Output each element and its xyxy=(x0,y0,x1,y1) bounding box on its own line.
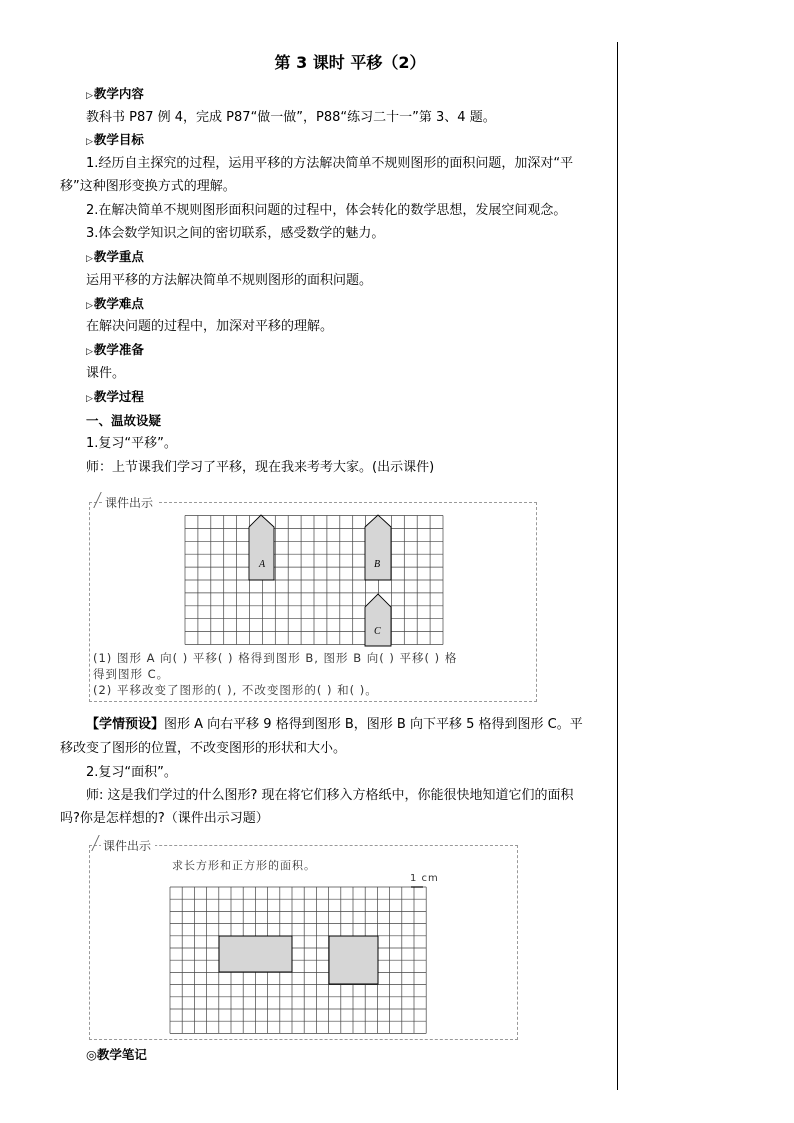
key-text: 运用平移的方法解决简单不规则图形的面积问题。 xyxy=(86,273,373,288)
section-process-head: ▷教学过程 xyxy=(86,389,144,404)
figure-2-caption: 求长方形和正方形的面积。 xyxy=(172,859,316,872)
teacher-line-2a: 师: 这是我们学过的什么图形? 现在将它们移入方格纸中，你能很快地知道它们的面积 xyxy=(86,788,574,803)
section-key-head: ▷教学重点 xyxy=(86,249,144,264)
goal-1-line-b: 移”这种图形变换方式的理解。 xyxy=(60,179,236,194)
triangle-marker-icon: ▷ xyxy=(86,91,93,101)
difficulty-text: 在解决问题的过程中，加深对平移的理解。 xyxy=(86,319,334,334)
triangle-marker-icon: ▷ xyxy=(86,347,93,357)
teacher-line-1: 师：上节课我们学习了平移，现在我来考考大家。(出示课件) xyxy=(86,460,435,475)
page-title: 第 3 课时 平移（2） xyxy=(274,53,426,72)
rectangle-shape xyxy=(219,936,292,972)
question-1-line-a: (1) 图形 A 向( ) 平移( ) 格得到图形 B, 图形 B 向( ) 平移( ) 格 xyxy=(93,651,458,665)
square-shape xyxy=(329,936,378,984)
section-difficulty-head: ▷教学难点 xyxy=(86,296,144,311)
presume-line-a: 【学情预设】图形 A 向右平移 9 格得到图形 B，图形 B 向下平移 5 格得到图形 C。平 xyxy=(86,717,583,732)
label-a: A xyxy=(259,559,266,570)
content-text: 教科书 P87 例 4，完成 P87“做一做”，P88“练习二十一”第 3、4 题。 xyxy=(86,110,496,125)
presume-label: 【学情预设】 xyxy=(86,717,165,732)
section-prep-head: ▷教学准备 xyxy=(86,342,144,357)
translation-grid-figure xyxy=(185,515,443,647)
page-divider-line xyxy=(617,42,618,1090)
section-goals-head: ▷教学目标 xyxy=(86,132,144,147)
unit-label: 1 cm xyxy=(410,873,439,884)
triangle-marker-icon: ▷ xyxy=(86,254,93,264)
courseware-tab-2: 课件出示 xyxy=(101,837,155,854)
area-grid-figure xyxy=(170,887,432,1034)
goal-1-line-a: 1.经历自主探究的过程，运用平移的方法解决简单不规则图形的面积问题，加深对“平 xyxy=(86,156,574,171)
section-content-head: ▷教学内容 xyxy=(86,86,144,101)
question-1-line-b: 得到图形 C。 xyxy=(93,667,170,681)
goal-2: 2.在解决简单不规则图形面积问题的过程中，体会转化的数学思想，发展空间观念。 xyxy=(86,203,567,218)
presume-line-b: 移改变了图形的位置，不改变图形的形状和大小。 xyxy=(60,741,347,756)
label-b: B xyxy=(374,559,381,570)
shape-a xyxy=(249,515,274,580)
triangle-marker-icon: ▷ xyxy=(86,301,93,311)
goal-3: 3.体会数学知识之间的密切联系，感受数学的魅力。 xyxy=(86,226,385,241)
prep-text: 课件。 xyxy=(86,366,126,381)
notes-head: ◎教学笔记 xyxy=(86,1047,147,1062)
part-1-head: 一、温故设疑 xyxy=(86,413,162,428)
courseware-tab-1: 课件出示 xyxy=(103,494,157,511)
teacher-line-2b: 吗?你是怎样想的?（课件出示习题） xyxy=(60,811,269,826)
shape-c xyxy=(365,594,391,646)
label-c: C xyxy=(374,626,381,637)
review-2: 2.复习“面积”。 xyxy=(86,765,177,780)
shape-b xyxy=(365,515,391,580)
review-1: 1.复习“平移”。 xyxy=(86,436,177,451)
triangle-marker-icon: ▷ xyxy=(86,394,93,404)
question-2: (2) 平移改变了图形的( ), 不改变图形的( ) 和( )。 xyxy=(93,683,378,697)
triangle-marker-icon: ▷ xyxy=(86,137,93,147)
